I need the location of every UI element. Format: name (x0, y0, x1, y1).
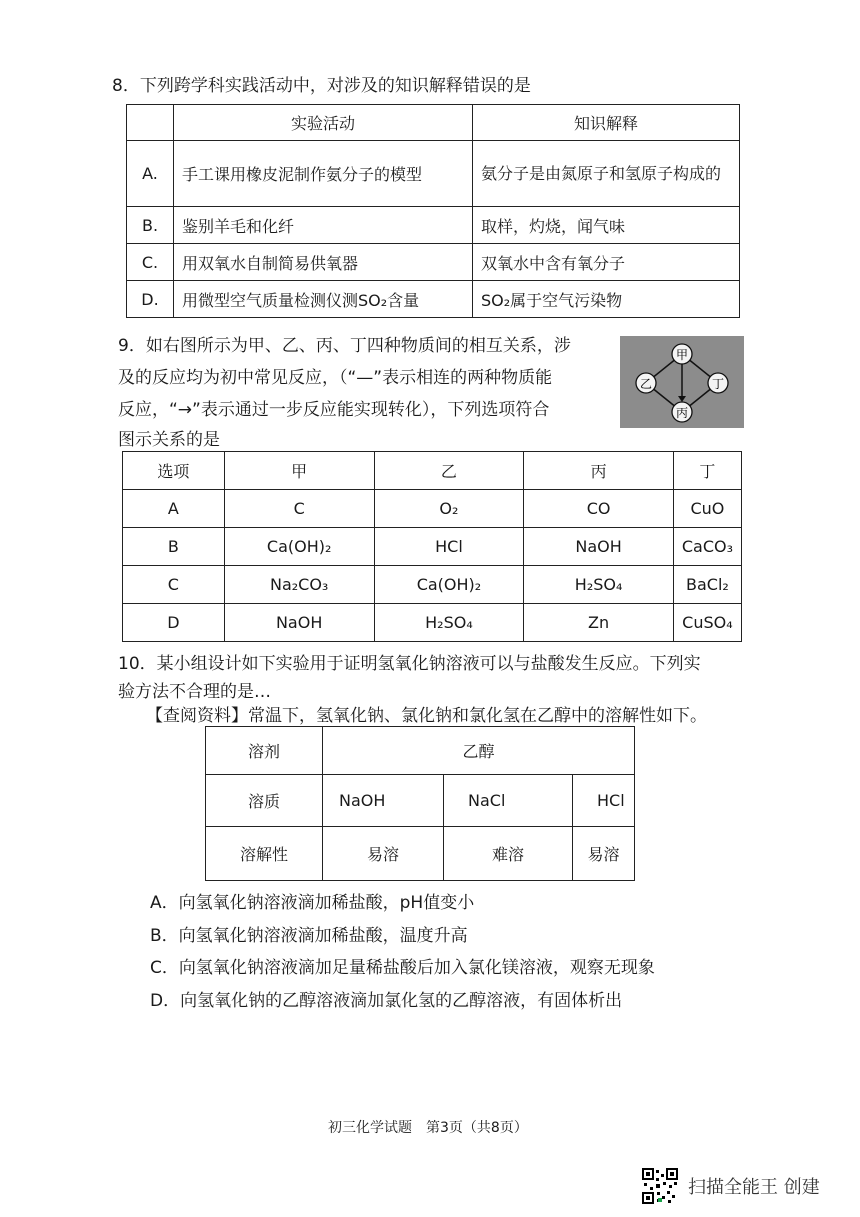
q9-cell: Zn (524, 604, 674, 642)
q8-header-empty (127, 105, 174, 141)
q9-cell: H₂SO₄ (374, 604, 524, 642)
q8-header-explain: 知识解释 (473, 105, 740, 141)
q9-cell: O₂ (374, 490, 524, 528)
q8-row-explain: 取样，灼烧，闻气味 (473, 207, 740, 244)
q9-header: 选项 (123, 452, 225, 490)
q10-option-a: A．向氢氧化钠溶液滴加稀盐酸，pH值变小 (150, 893, 475, 913)
q9-cell: A (123, 490, 225, 528)
node-yi: 乙 (639, 377, 653, 391)
solute-value: NaCl (444, 775, 573, 827)
q8-row-explain: SO₂属于空气污染物 (473, 281, 740, 318)
camscanner-text: 扫描全能王 创建 (688, 1177, 820, 1198)
q8-row-explain: 氨分子是由氮原子和氢原子构成的 (473, 141, 740, 207)
solubility-value: 难溶 (444, 827, 573, 881)
solubility-value: 易溶 (323, 827, 444, 881)
page-footer: 初三化学试题 第3页（共8页） (328, 1120, 528, 1136)
q8-header-activity: 实验活动 (174, 105, 473, 141)
q9-cell: C (224, 490, 374, 528)
node-bing: 丙 (675, 406, 689, 420)
q9-cell: Ca(OH)₂ (374, 566, 524, 604)
q8-row-label: A. (127, 141, 174, 207)
q9-cell: CO (524, 490, 674, 528)
camscanner-watermark (642, 1168, 842, 1202)
node-ding: 丁 (711, 377, 725, 391)
q8-row-activity: 用微型空气质量检测仪测SO₂含量 (174, 281, 473, 318)
q9-line1: 9．如右图所示为甲、乙、丙、丁四种物质间的相互关系，涉 (118, 336, 571, 356)
q9-cell: Na₂CO₃ (224, 566, 374, 604)
solute-value: NaOH (323, 775, 444, 827)
solute-label: 溶质 (206, 775, 323, 827)
q8-row-activity: 用双氧水自制简易供氧器 (174, 244, 473, 281)
q9-cell: HCl (374, 528, 524, 566)
solubility-label: 溶解性 (206, 827, 323, 881)
q9-cell: NaOH (224, 604, 374, 642)
q9-line4: 图示关系的是 (118, 430, 220, 450)
q8-row-label: D. (127, 281, 174, 318)
solute-value: HCl (573, 775, 635, 827)
solubility-value: 易溶 (573, 827, 635, 881)
q9-cell: CuSO₄ (673, 604, 741, 642)
q9-header: 甲 (224, 452, 374, 490)
q10-line1: 10．某小组设计如下实验用于证明氢氧化钠溶液可以与盐酸发生反应。下列实 (118, 654, 701, 674)
q10-option-c: C．向氢氧化钠溶液滴加足量稀盐酸后加入氯化镁溶液，观察无现象 (150, 958, 655, 978)
q9-header: 丙 (524, 452, 674, 490)
relation-diagram (620, 336, 744, 428)
q9-cell: NaOH (524, 528, 674, 566)
qr-code-icon (642, 1168, 678, 1204)
q10-option-b: B．向氢氧化钠溶液滴加稀盐酸，温度升高 (150, 926, 468, 946)
q10-line2: 验方法不合理的是… (118, 682, 271, 702)
q9-header: 丁 (673, 452, 741, 490)
q10-solubility-table (205, 726, 635, 881)
q9-cell: CuO (673, 490, 741, 528)
q9-header: 乙 (374, 452, 524, 490)
q9-table (122, 451, 742, 642)
q10-option-d: D．向氢氧化钠的乙醇溶液滴加氯化氢的乙醇溶液，有固体析出 (150, 991, 623, 1011)
q8-stem: 8．下列跨学科实践活动中，对涉及的知识解释错误的是 (112, 76, 531, 96)
q8-table (126, 104, 740, 318)
q9-cell: D (123, 604, 225, 642)
q9-cell: Ca(OH)₂ (224, 528, 374, 566)
q9-cell: BaCl₂ (673, 566, 741, 604)
q8-row-label: C. (127, 244, 174, 281)
q9-cell: C (123, 566, 225, 604)
q8-row-activity: 鉴别羊毛和化纤 (174, 207, 473, 244)
q9-cell: H₂SO₄ (524, 566, 674, 604)
q8-row-label: B. (127, 207, 174, 244)
q9-line3: 反应，“→”表示通过一步反应能实现转化），下列选项符合 (118, 400, 550, 420)
solvent-label: 溶剂 (206, 727, 323, 775)
q9-cell: CaCO₃ (673, 528, 741, 566)
solvent-value: 乙醇 (323, 727, 635, 775)
node-jia: 甲 (675, 348, 689, 362)
q10-reference: 【查阅资料】常温下，氢氧化钠、氯化钠和氯化氢在乙醇中的溶解性如下。 (146, 706, 707, 726)
q8-row-explain: 双氧水中含有氧分子 (473, 244, 740, 281)
q9-cell: B (123, 528, 225, 566)
q9-line2: 及的反应均为初中常见反应，（“—”表示相连的两种物质能 (118, 368, 553, 388)
q8-row-activity: 手工课用橡皮泥制作氨分子的模型 (174, 141, 473, 207)
